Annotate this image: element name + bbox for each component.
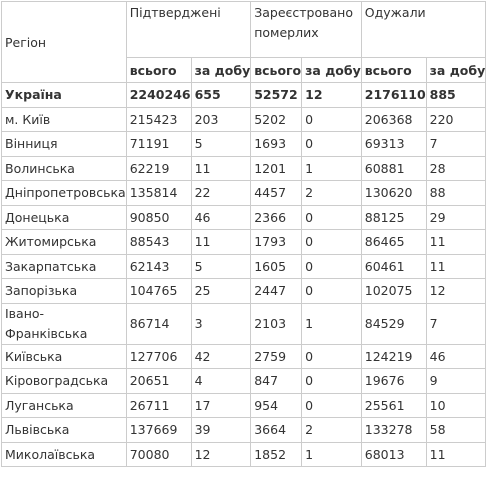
cell-deaths-total: 1605 <box>251 254 302 279</box>
cell-confirmed-total: 70080 <box>126 442 191 467</box>
subheader-recovered-daily: за добу <box>426 58 486 83</box>
cell-confirmed-daily: 5 <box>191 254 251 279</box>
cell-recovered-total: 25561 <box>361 393 426 418</box>
cell-confirmed-total: 2240246 <box>126 83 191 108</box>
cell-recovered-daily: 7 <box>426 303 486 344</box>
cell-deaths-daily: 0 <box>302 107 362 132</box>
cell-deaths-daily: 0 <box>302 230 362 255</box>
cell-recovered-daily: 12 <box>426 279 486 304</box>
table-row <box>2 442 486 467</box>
cell-recovered-daily: 11 <box>426 442 486 467</box>
table-row <box>2 369 486 394</box>
cell-deaths-daily: 0 <box>302 344 362 369</box>
cell-deaths-daily: 1 <box>302 303 362 344</box>
cell-confirmed-total: 26711 <box>126 393 191 418</box>
cell-recovered-total: 60881 <box>361 156 426 181</box>
cell-confirmed-total: 88543 <box>126 230 191 255</box>
cell-deaths-total: 847 <box>251 369 302 394</box>
cell-deaths-daily: 0 <box>302 393 362 418</box>
cell-confirmed-total: 135814 <box>126 181 191 206</box>
header-deaths: Зареєстровано померлих <box>251 2 362 58</box>
cell-deaths-total: 2103 <box>251 303 302 344</box>
cell-region: Житомирська <box>2 230 127 255</box>
cell-confirmed-daily: 17 <box>191 393 251 418</box>
cell-confirmed-total: 62219 <box>126 156 191 181</box>
cell-confirmed-total: 86714 <box>126 303 191 344</box>
cell-recovered-total: 88125 <box>361 205 426 230</box>
cell-recovered-total: 124219 <box>361 344 426 369</box>
table-row <box>2 107 486 132</box>
cell-recovered-daily: 7 <box>426 132 486 157</box>
cell-recovered-daily: 28 <box>426 156 486 181</box>
cell-recovered-daily: 11 <box>426 254 486 279</box>
cell-recovered-daily: 88 <box>426 181 486 206</box>
table-row <box>2 393 486 418</box>
cell-deaths-daily: 1 <box>302 442 362 467</box>
cell-recovered-daily: 10 <box>426 393 486 418</box>
cell-confirmed-total: 62143 <box>126 254 191 279</box>
cell-region: Україна <box>2 83 127 108</box>
subheader-deaths-daily: за добу <box>302 58 362 83</box>
header-confirmed: Підтверджені <box>126 2 251 58</box>
cell-recovered-daily: 11 <box>426 230 486 255</box>
cell-recovered-total: 130620 <box>361 181 426 206</box>
table-row <box>2 230 486 255</box>
cell-region: Львівська <box>2 418 127 443</box>
cell-confirmed-total: 104765 <box>126 279 191 304</box>
table-body <box>2 83 486 467</box>
table-row <box>2 132 486 157</box>
subheader-confirmed-total: всього <box>126 58 191 83</box>
table-row <box>2 205 486 230</box>
subheader-recovered-total: всього <box>361 58 426 83</box>
cell-deaths-total: 4457 <box>251 181 302 206</box>
subheader-deaths-total: всього <box>251 58 302 83</box>
cell-deaths-total: 5202 <box>251 107 302 132</box>
cell-recovered-total: 2176110 <box>361 83 426 108</box>
table-row <box>2 156 486 181</box>
table-row <box>2 344 486 369</box>
cell-deaths-daily: 0 <box>302 279 362 304</box>
cell-recovered-total: 102075 <box>361 279 426 304</box>
cell-deaths-daily: 2 <box>302 181 362 206</box>
cell-deaths-total: 2759 <box>251 344 302 369</box>
cell-recovered-total: 60461 <box>361 254 426 279</box>
cell-region: Запорізька <box>2 279 127 304</box>
cell-confirmed-daily: 12 <box>191 442 251 467</box>
subheader-confirmed-daily: за добу <box>191 58 251 83</box>
table-row <box>2 181 486 206</box>
cell-recovered-total: 133278 <box>361 418 426 443</box>
table-row <box>2 303 486 344</box>
cell-region: Івано-Франківська <box>2 303 127 344</box>
cell-region: Донецька <box>2 205 127 230</box>
cell-confirmed-daily: 25 <box>191 279 251 304</box>
covid-region-table <box>1 1 486 467</box>
cell-deaths-total: 954 <box>251 393 302 418</box>
cell-confirmed-daily: 655 <box>191 83 251 108</box>
cell-confirmed-daily: 11 <box>191 230 251 255</box>
cell-confirmed-total: 215423 <box>126 107 191 132</box>
table-row <box>2 83 486 108</box>
cell-deaths-daily: 12 <box>302 83 362 108</box>
cell-recovered-daily: 58 <box>426 418 486 443</box>
cell-deaths-daily: 0 <box>302 254 362 279</box>
cell-confirmed-total: 20651 <box>126 369 191 394</box>
cell-confirmed-total: 90850 <box>126 205 191 230</box>
cell-confirmed-daily: 22 <box>191 181 251 206</box>
cell-recovered-total: 206368 <box>361 107 426 132</box>
cell-region: Вінниця <box>2 132 127 157</box>
cell-recovered-daily: 220 <box>426 107 486 132</box>
cell-deaths-total: 1852 <box>251 442 302 467</box>
cell-recovered-daily: 885 <box>426 83 486 108</box>
cell-region: Київська <box>2 344 127 369</box>
cell-deaths-daily: 0 <box>302 369 362 394</box>
cell-confirmed-daily: 203 <box>191 107 251 132</box>
cell-region: Миколаївська <box>2 442 127 467</box>
cell-region: Дніпропетровська <box>2 181 127 206</box>
cell-deaths-total: 2447 <box>251 279 302 304</box>
cell-recovered-total: 68013 <box>361 442 426 467</box>
cell-recovered-total: 86465 <box>361 230 426 255</box>
cell-deaths-daily: 2 <box>302 418 362 443</box>
cell-confirmed-daily: 11 <box>191 156 251 181</box>
cell-confirmed-total: 71191 <box>126 132 191 157</box>
cell-deaths-total: 1793 <box>251 230 302 255</box>
cell-region: м. Київ <box>2 107 127 132</box>
cell-deaths-total: 52572 <box>251 83 302 108</box>
cell-confirmed-daily: 4 <box>191 369 251 394</box>
cell-region: Волинська <box>2 156 127 181</box>
header-region: Регіон <box>2 2 127 83</box>
cell-deaths-total: 1201 <box>251 156 302 181</box>
cell-recovered-daily: 9 <box>426 369 486 394</box>
cell-region: Луганська <box>2 393 127 418</box>
cell-deaths-daily: 0 <box>302 132 362 157</box>
cell-recovered-total: 19676 <box>361 369 426 394</box>
table-row <box>2 418 486 443</box>
table-row <box>2 254 486 279</box>
cell-deaths-total: 2366 <box>251 205 302 230</box>
cell-confirmed-total: 137669 <box>126 418 191 443</box>
cell-deaths-daily: 1 <box>302 156 362 181</box>
cell-confirmed-daily: 5 <box>191 132 251 157</box>
cell-deaths-total: 3664 <box>251 418 302 443</box>
cell-deaths-total: 1693 <box>251 132 302 157</box>
cell-recovered-daily: 29 <box>426 205 486 230</box>
cell-confirmed-daily: 3 <box>191 303 251 344</box>
cell-confirmed-daily: 46 <box>191 205 251 230</box>
header-recovered: Одужали <box>361 2 486 58</box>
table-row <box>2 279 486 304</box>
cell-recovered-total: 84529 <box>361 303 426 344</box>
cell-region: Кіровоградська <box>2 369 127 394</box>
cell-confirmed-daily: 39 <box>191 418 251 443</box>
cell-confirmed-total: 127706 <box>126 344 191 369</box>
cell-region: Закарпатська <box>2 254 127 279</box>
cell-deaths-daily: 0 <box>302 205 362 230</box>
cell-recovered-daily: 46 <box>426 344 486 369</box>
cell-recovered-total: 69313 <box>361 132 426 157</box>
cell-confirmed-daily: 42 <box>191 344 251 369</box>
